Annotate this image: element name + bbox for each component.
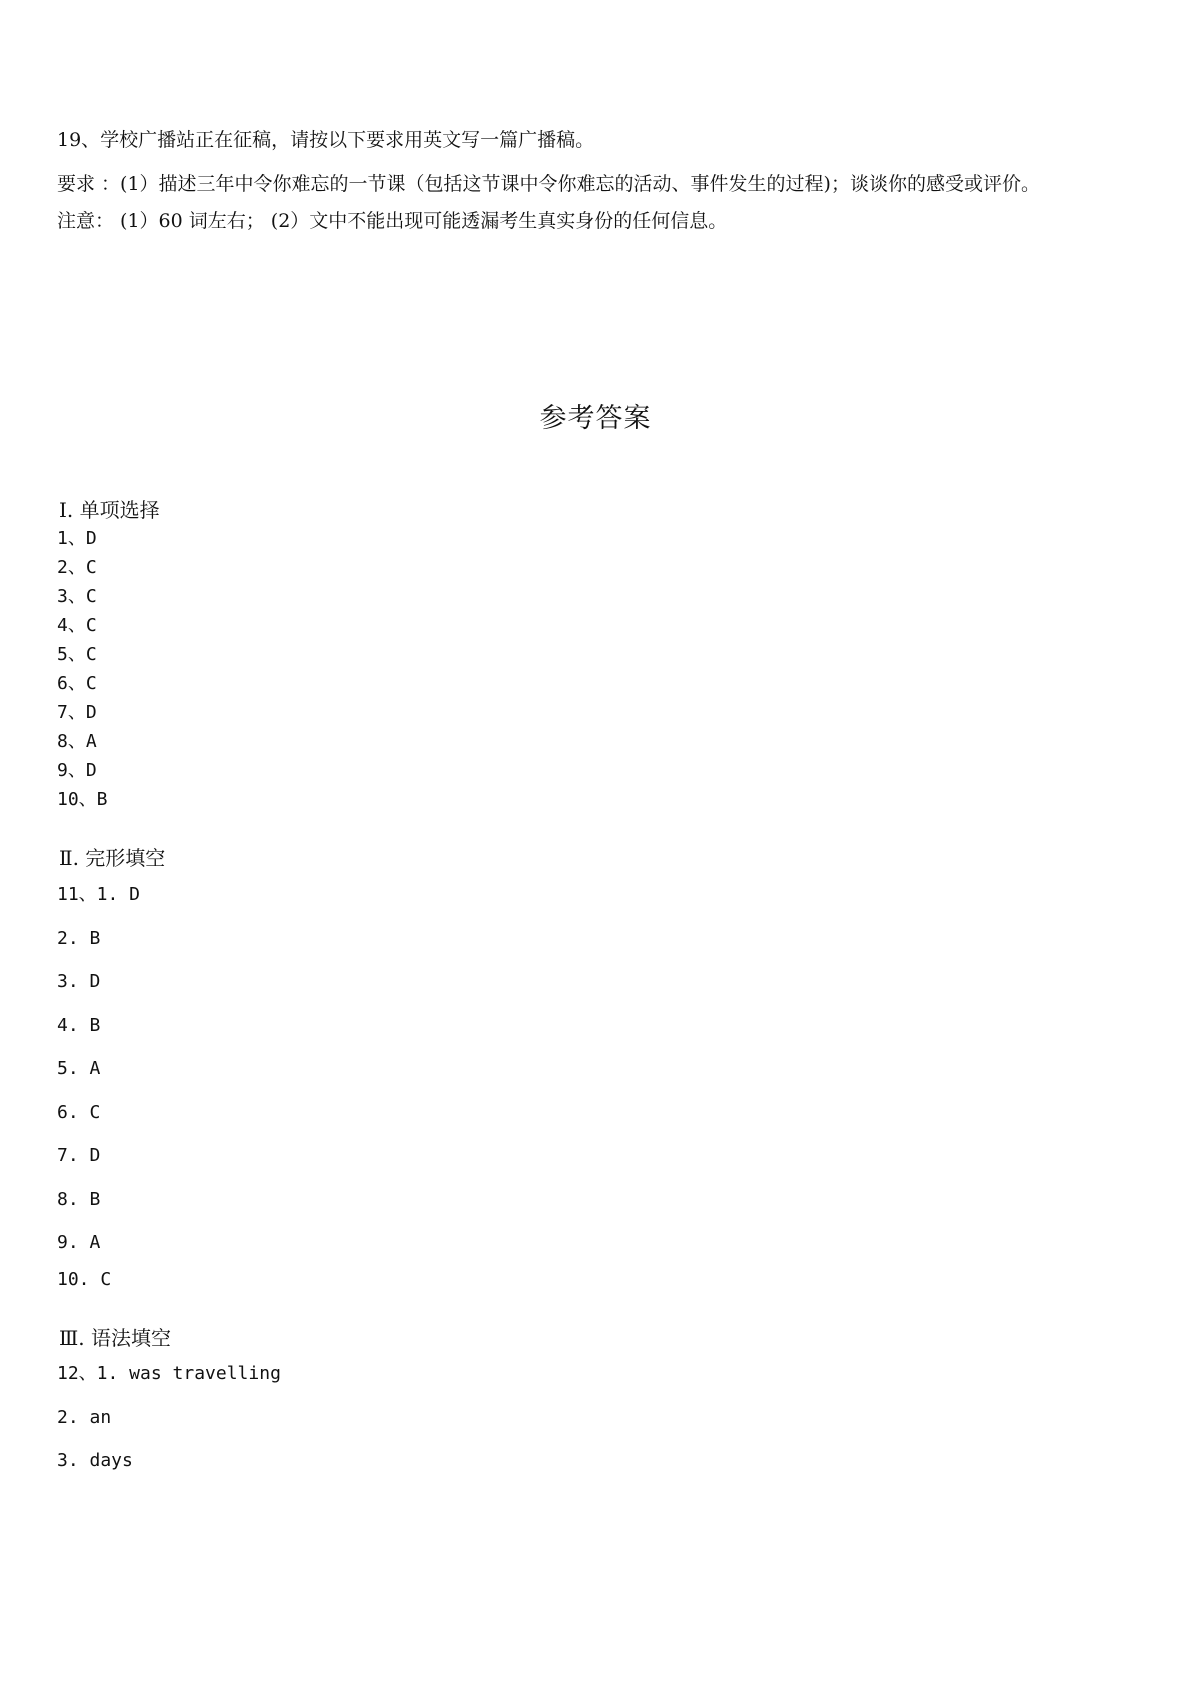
answer-item: 9. A: [57, 1232, 101, 1253]
answer-item: 10、B: [57, 789, 108, 810]
answer-item: 10. C: [57, 1269, 112, 1290]
answer-item: 9、D: [57, 760, 97, 781]
answer-item: 5. A: [57, 1058, 101, 1079]
section-1-heading: Ⅰ. 单项选择: [59, 498, 160, 522]
answer-item: 4. B: [57, 1015, 101, 1036]
answer-item: 3、C: [57, 586, 97, 607]
answer-item: 7、D: [57, 702, 97, 723]
question-19-note: 注意： (1）60 词左右； (2）文中不能出现可能透漏考生真实身份的任何信息。: [57, 210, 728, 232]
answer-item: 3. D: [57, 971, 101, 992]
question-19-prompt: 19、学校广播站正在征稿，请按以下要求用英文写一篇广播稿。: [57, 129, 595, 151]
question-19-requirement: 要求 ：(1）描述三年中令你难忘的一节课（包括这节课中令你难忘的活动、事件发生的过程)；谈谈你的感受或评价。: [57, 173, 1040, 195]
answer-item: 8、A: [57, 731, 97, 752]
answer-item: 7. D: [57, 1145, 101, 1166]
answer-item: 6、C: [57, 673, 97, 694]
answer-item: 3. days: [57, 1450, 133, 1471]
answer-item: 11、1. D: [57, 884, 141, 905]
section-3-heading: Ⅲ. 语法填空: [59, 1326, 172, 1350]
answers-title: 参考答案: [539, 403, 652, 434]
answer-item: 12、1. was travelling: [57, 1363, 281, 1384]
answer-item: 2、C: [57, 557, 97, 578]
answer-item: 8. B: [57, 1189, 101, 1210]
answer-item: 6. C: [57, 1102, 101, 1123]
answer-item: 4、C: [57, 615, 97, 636]
section-2-heading: Ⅱ. 完形填空: [59, 846, 166, 870]
answer-item: 2. an: [57, 1407, 112, 1428]
answer-item: 2. B: [57, 928, 101, 949]
answer-item: 5、C: [57, 644, 97, 665]
answer-item: 1、D: [57, 528, 97, 549]
